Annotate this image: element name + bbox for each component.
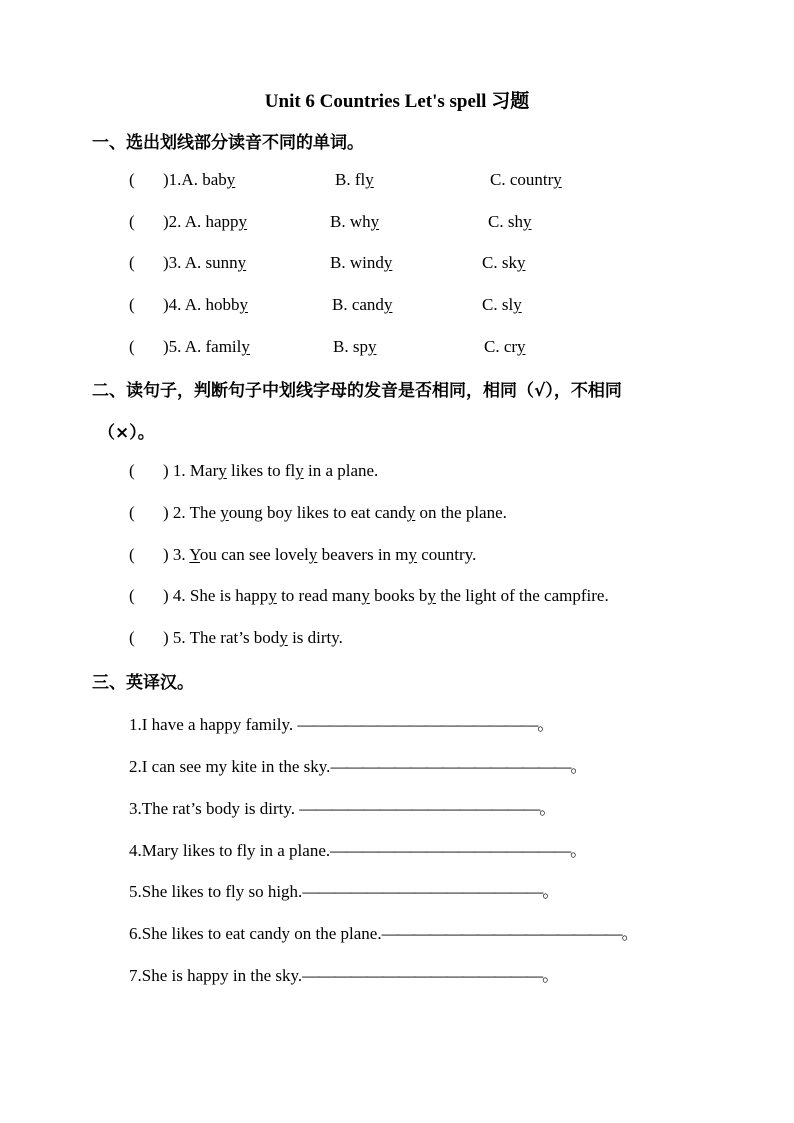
underlined-letter: y — [406, 503, 416, 522]
option-b: B. spy — [333, 337, 377, 356]
sentence-text: country. — [417, 545, 477, 564]
option-b: B. why — [330, 212, 380, 231]
option-a: hobby — [201, 295, 248, 314]
translation-row — [129, 752, 587, 777]
question-row — [129, 170, 689, 194]
option-b: B. fly — [335, 170, 374, 189]
option-c: C. sly — [482, 295, 522, 314]
answer-line[interactable]: ——————————————— — [297, 715, 538, 734]
sentence-text: on the plane. — [415, 503, 507, 522]
sentence-text: Mar — [189, 461, 219, 480]
question-row — [129, 253, 689, 277]
question-number: )4. A. — [163, 295, 202, 314]
sentence-text: ou can see lovel — [199, 545, 309, 564]
underlined-letter: y — [513, 295, 522, 314]
answer-blank[interactable]: ( — [129, 586, 135, 605]
underlined-letter: y — [237, 253, 247, 272]
sentence-text: likes to fl — [226, 461, 296, 480]
english-sentence: 3.The rat’s body is dirty. — [129, 799, 300, 818]
english-sentence: 6.She likes to eat candy on the plane. — [129, 924, 382, 943]
page-title: Unit 6 Countries Let's spell 习题 — [264, 91, 530, 112]
option-a: happy — [201, 212, 248, 231]
full-stop: 。 — [570, 841, 588, 860]
question-number: )3. A. — [163, 253, 202, 272]
translation-row — [129, 961, 559, 986]
answer-blank[interactable]: ( — [129, 503, 135, 522]
answer-blank[interactable]: ( — [129, 295, 135, 314]
full-stop: 。 — [570, 757, 588, 776]
translation-row — [129, 794, 556, 819]
underlined-letter: y — [279, 628, 288, 647]
question-number: ) 5. — [163, 628, 190, 647]
question-number: )5. A. — [163, 337, 202, 356]
english-sentence: 4.Mary likes to fly in a plane. — [129, 841, 331, 860]
underlined-letter: y — [365, 170, 374, 189]
underlined-letter: y — [241, 337, 250, 356]
sentence-text: to read man — [276, 586, 362, 605]
option-c: C. sky — [482, 253, 526, 272]
option-a: baby — [197, 170, 236, 189]
underlined-letter: y — [408, 545, 418, 564]
judgement-row — [129, 545, 476, 565]
sentence-text: in a plane. — [303, 461, 379, 480]
question-row — [129, 212, 689, 236]
underlined-letter: y — [522, 212, 532, 231]
english-sentence: 1.I have a happy family. — [129, 715, 298, 734]
answer-blank[interactable]: ( — [129, 253, 135, 272]
answer-blank[interactable]: ( — [129, 212, 135, 231]
underlined-letter: y — [239, 295, 248, 314]
answer-line[interactable]: ——————————————— — [299, 799, 540, 818]
underlined-letter: y — [427, 586, 436, 605]
underlined-letter: y — [383, 295, 393, 314]
sentence-text: The rat’s bod — [189, 628, 280, 647]
underlined-letter: y — [361, 586, 370, 605]
full-stop: 。 — [621, 924, 639, 943]
judgement-row — [129, 586, 609, 606]
sentence-text: She is happ — [189, 586, 269, 605]
answer-line[interactable]: ——————————————— — [330, 757, 571, 776]
underlined-letter: y — [226, 170, 236, 189]
judgement-row — [129, 503, 507, 523]
english-sentence: 2.I can see my kite in the sky. — [129, 757, 331, 776]
underlined-letter: Y — [189, 545, 200, 564]
answer-blank[interactable]: ( — [129, 628, 135, 647]
english-sentence: 5.She likes to fly so high. — [129, 882, 303, 901]
answer-line[interactable]: ——————————————— — [302, 966, 543, 985]
question-number: )2. A. — [163, 212, 202, 231]
option-c: C. country — [490, 170, 562, 189]
option-c: C. cry — [484, 337, 526, 356]
english-sentence: 7.She is happy in the sky. — [129, 966, 303, 985]
option-a: sunny — [201, 253, 247, 272]
translation-row — [129, 836, 587, 861]
answer-blank[interactable]: ( — [129, 170, 135, 189]
judgement-row — [129, 628, 343, 648]
underlined-letter: y — [517, 337, 526, 356]
section1-heading: 一、选出划线部分读音不同的单词。 — [92, 133, 364, 153]
question-row — [129, 337, 689, 361]
answer-line[interactable]: ——————————————— — [330, 841, 571, 860]
option-b: B. windy — [330, 253, 393, 272]
answer-blank[interactable]: ( — [129, 461, 135, 480]
sentence-text: The — [189, 503, 221, 522]
question-number: ) 4. — [163, 586, 190, 605]
option-b: B. candy — [332, 295, 393, 314]
full-stop: 。 — [537, 715, 555, 734]
sentence-text: is dirty. — [287, 628, 343, 647]
underlined-letter: y — [220, 503, 229, 522]
underlined-letter: y — [553, 170, 562, 189]
sentence-text: the light of the campfire. — [435, 586, 609, 605]
option-a: family — [201, 337, 250, 356]
full-stop: 。 — [542, 882, 560, 901]
answer-blank[interactable]: ( — [129, 545, 135, 564]
underlined-letter: y — [516, 253, 526, 272]
question-number: ) 2. — [163, 503, 190, 522]
translation-row — [129, 710, 554, 735]
judgement-row — [129, 461, 378, 481]
full-stop: 。 — [542, 966, 560, 985]
section2-heading-line2: （×）。 — [98, 423, 155, 443]
underlined-letter: y — [383, 253, 393, 272]
underlined-letter: y — [238, 212, 248, 231]
option-c: C. shy — [488, 212, 532, 231]
underlined-letter: y — [295, 461, 304, 480]
question-number: ) 3. — [163, 545, 190, 564]
underlined-letter: y — [268, 586, 277, 605]
sentence-text: beavers in m — [317, 545, 409, 564]
question-row — [129, 295, 689, 319]
underlined-letter: y — [370, 212, 380, 231]
answer-line[interactable]: ——————————————— — [381, 924, 622, 943]
answer-blank[interactable]: ( — [129, 337, 135, 356]
question-number: ) 1. — [163, 461, 190, 480]
underlined-letter: y — [308, 545, 318, 564]
full-stop: 。 — [539, 799, 557, 818]
question-number: )1.A. — [163, 170, 198, 189]
section2-heading-line1: 二、读句子，判断句子中划线字母的发音是否相同，相同（√），不相同 — [92, 381, 622, 401]
translation-row — [129, 919, 639, 944]
translation-row — [129, 877, 559, 902]
sentence-text: oung boy likes to eat cand — [228, 503, 407, 522]
sentence-text: books b — [369, 586, 428, 605]
answer-line[interactable]: ——————————————— — [302, 882, 543, 901]
underlined-letter: y — [367, 337, 377, 356]
underlined-letter: y — [218, 461, 227, 480]
section3-heading: 三、英译汉。 — [92, 673, 194, 693]
